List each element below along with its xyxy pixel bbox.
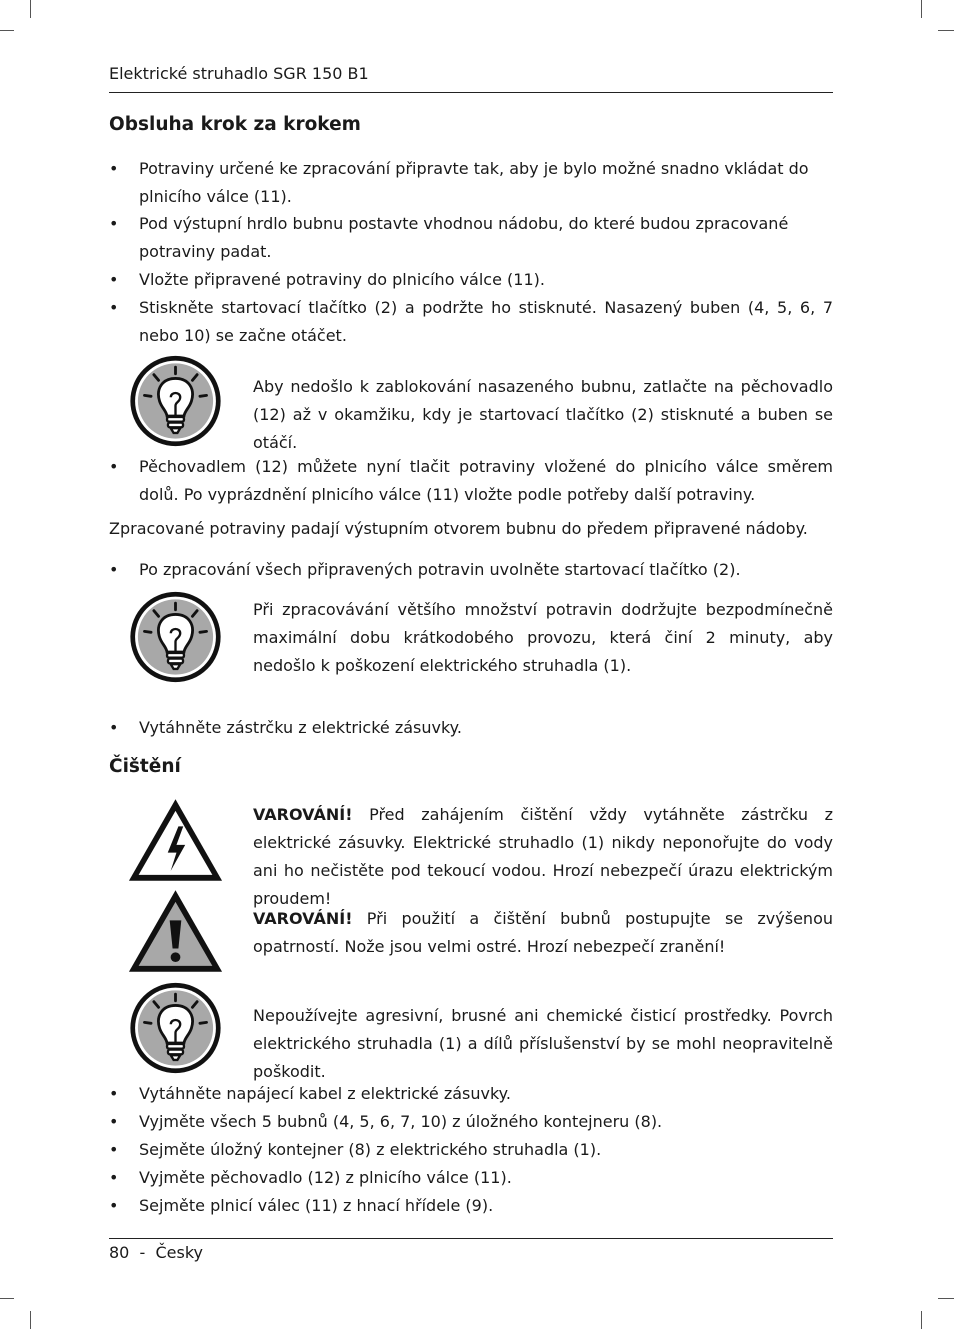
warning-text bbox=[253, 801, 833, 913]
list-item bbox=[109, 1108, 833, 1136]
list-item bbox=[109, 210, 819, 266]
list-item-text: • Vložte připravené potraviny do plnicího válce (11). bbox=[139, 270, 545, 289]
list-item bbox=[109, 1192, 833, 1220]
crop-mark bbox=[30, 0, 31, 18]
list-item-text: • Vyjměte všech 5 bubnů (4, 5, 6, 7, 10) z úložného kontejneru (8). bbox=[139, 1112, 663, 1131]
paragraph: Zpracované potraviny padají výstupním otvorem bubnu do předem připravené nádoby. bbox=[109, 519, 808, 538]
crop-mark bbox=[30, 1311, 31, 1329]
list-item bbox=[109, 266, 833, 294]
list-item bbox=[109, 155, 819, 211]
list-item bbox=[109, 294, 833, 350]
list-item bbox=[109, 714, 833, 742]
tip-text: Při zpracovávání většího množství potravin dodržujte bezpodmínečně maximální dobu krátkodobého provozu, která činí 2 minuty, aby nedošlo k poškození elektrického struhadla (1). bbox=[253, 600, 833, 675]
list-item bbox=[109, 1080, 833, 1108]
list-item-text: • Pěchovadlem (12) můžete nyní tlačit potraviny vložené do plnicího válce směrem dolů. Po vyprázdnění plnicího válce (11) vložte podle potřeby další potraviny. bbox=[139, 457, 833, 504]
lightbulb-icon bbox=[127, 354, 224, 448]
crop-mark bbox=[921, 1311, 922, 1329]
footer-separator: - bbox=[139, 1243, 146, 1262]
list-item bbox=[109, 453, 833, 509]
list-item-text: • Vytáhněte zástrčku z elektrické zásuvky. bbox=[139, 718, 462, 737]
list-item-text: • Vytáhněte napájecí kabel z elektrické zásuvky. bbox=[139, 1084, 511, 1103]
high-voltage-warning-icon bbox=[127, 797, 224, 883]
lightbulb-icon bbox=[127, 590, 224, 684]
warning-body: Před zahájením čištění vždy vytáhněte zástrčku z elektrické zásuvky. Elektrické struhadlo (1) nikdy neponořujte do vody ani ho nečistěte pod tekoucí vodou. Hrozí nebezpečí úrazu elektrickým proudem! bbox=[253, 805, 833, 908]
list-item-text: • Potraviny určené ke zpracování připravte tak, aby je bylo možné snadno vkládat do plnicího válce (11). bbox=[139, 159, 809, 206]
warning-label: VAROVÁNÍ! bbox=[253, 805, 353, 824]
header-rule bbox=[109, 92, 833, 93]
exclamation-warning-icon bbox=[127, 888, 224, 974]
list-item-text: • Sejměte úložný kontejner (8) z elektrického struhadla (1). bbox=[139, 1140, 602, 1159]
list-item bbox=[109, 1136, 833, 1164]
list-item-text: • Pod výstupní hrdlo bubnu postavte vhodnou nádobu, do které budou zpracované potraviny padat. bbox=[139, 214, 789, 261]
tip-text: Aby nedošlo k zablokování nasazeného bubnu, zatlačte na pěchovadlo (12) až v okamžiku, kdy je startovací tlačítko (2) stisknuté a buben se otáčí. bbox=[253, 377, 833, 452]
footer-rule bbox=[109, 1238, 833, 1239]
footer-language: Česky bbox=[155, 1243, 203, 1262]
section-heading: Obsluha krok za krokem bbox=[109, 114, 361, 135]
crop-mark bbox=[938, 30, 954, 31]
list-item-text: • Vyjměte pěchovadlo (12) z plnicího válce (11). bbox=[139, 1168, 512, 1187]
lightbulb-icon bbox=[127, 981, 224, 1075]
crop-mark bbox=[0, 1298, 14, 1299]
warning-label: VAROVÁNÍ! bbox=[253, 909, 353, 928]
list-item bbox=[109, 1164, 833, 1192]
page-number: 80 bbox=[109, 1243, 130, 1262]
crop-mark bbox=[0, 30, 14, 31]
crop-mark bbox=[938, 1298, 954, 1299]
list-item bbox=[109, 556, 833, 584]
list-item-text: • Stiskněte startovací tlačítko (2) a podržte ho stisknuté. Nasazený buben (4, 5, 6, 7 nebo 10) se začne otáčet. bbox=[139, 298, 833, 345]
page-footer bbox=[109, 1243, 203, 1262]
tip-text: Nepoužívejte agresivní, brusné ani chemické čisticí prostředky. Povrch elektrického struhadla (1) a dílů příslušenství by se mohl neopravitelně poškodit. bbox=[253, 1006, 833, 1081]
list-item-text: • Po zpracování všech připravených potravin uvolněte startovací tlačítko (2). bbox=[139, 560, 741, 579]
crop-mark bbox=[921, 0, 922, 18]
running-header: Elektrické struhadlo SGR 150 B1 bbox=[109, 64, 369, 83]
section-heading: Čištění bbox=[109, 756, 181, 777]
warning-text bbox=[253, 905, 833, 961]
list-item-text: • Sejměte plnicí válec (11) z hnací hřídele (9). bbox=[139, 1196, 494, 1215]
warning-body: Při použití a čištění bubnů postupujte se zvýšenou opatrností. Nože jsou velmi ostré. Hrozí nebezpečí zranění! bbox=[253, 909, 833, 956]
